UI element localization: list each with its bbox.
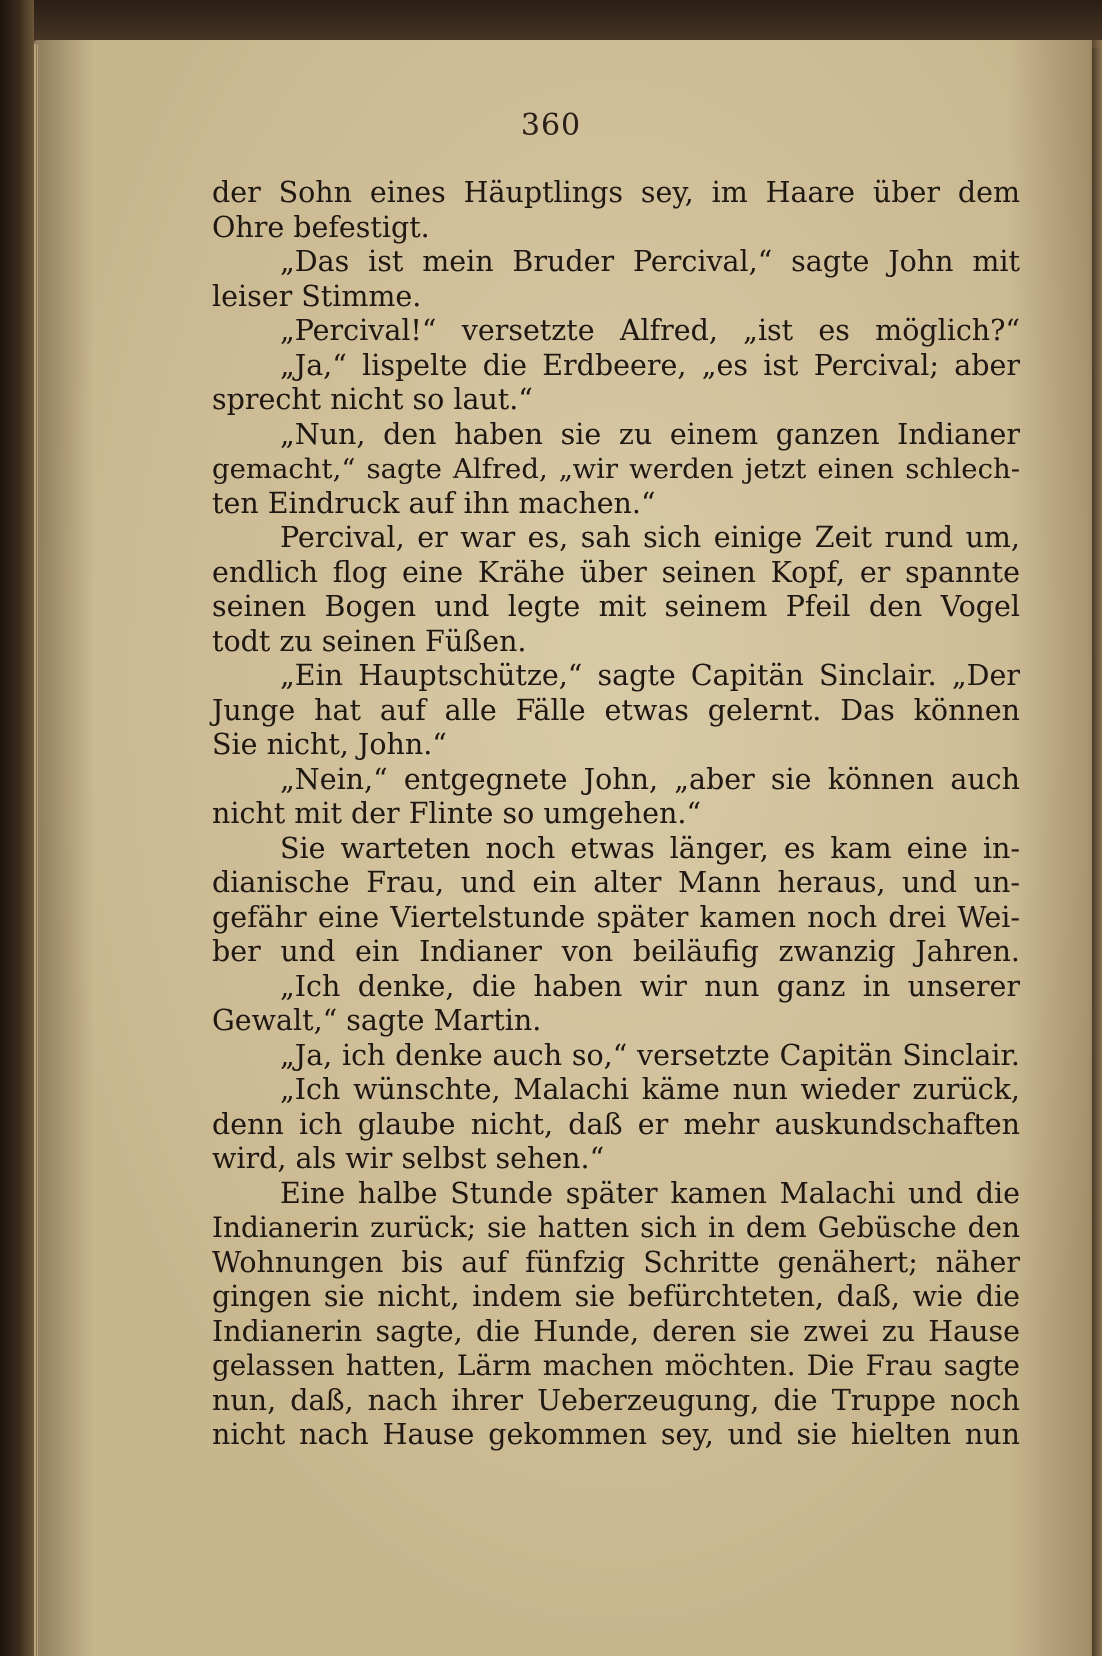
text-line: Indianerin sagte, die Hunde, deren sie zwei zu Hause: [212, 1314, 1020, 1348]
text-line: Ohre befestigt.: [212, 210, 430, 244]
text-line: sprecht nicht so laut.“: [212, 383, 533, 416]
text-line: „Ich denke, die haben wir nun ganz in unserer: [280, 969, 1020, 1003]
text-line: nun, daß, nach ihrer Ueberzeugung, die Truppe noch: [212, 1383, 1020, 1417]
text-line: „Ja, ich denke auch so,“ versetzte Capitän Sinclair.: [280, 1038, 1020, 1072]
text-line: Gewalt,“ sagte Martin.: [212, 1004, 542, 1037]
text-line: Sie warteten noch etwas länger, es kam eine in-: [280, 831, 1020, 865]
text-line: „Ich wünschte, Malachi käme nun wieder zurück,: [280, 1073, 1020, 1106]
text-line: der Sohn eines Häuptlings sey, im Haare über dem: [212, 176, 1020, 209]
text-line: gingen sie nicht, indem sie befürchteten, daß, wie die: [212, 1280, 1020, 1313]
text-line: gefähr eine Viertelstunde später kamen noch drei Wei-: [212, 900, 1020, 934]
page-number: 360: [520, 108, 582, 143]
text-line: leiser Stimme.: [212, 279, 422, 313]
text-line: denn ich glaube nicht, daß er mehr auskundschaften: [212, 1107, 1020, 1141]
text-line: ten Eindruck auf ihn machen.“: [212, 486, 656, 520]
text-line: „Das ist mein Bruder Percival,“ sagte John mit: [280, 245, 1020, 278]
text-line: „Ja,“ lispelte die Erdbeere, „es ist Percival; aber: [280, 348, 1020, 382]
text-line: wird, als wir selbst sehen.“: [212, 1142, 605, 1175]
text-line: todt zu seinen Füßen.: [212, 624, 527, 658]
text-line: seinen Bogen und legte mit seinem Pfeil den Vogel: [212, 590, 1020, 623]
text-line: dianische Frau, und ein alter Mann heraus, und un-: [212, 866, 1020, 899]
text-line: Eine halbe Stunde später kamen Malachi und die: [280, 1176, 1020, 1210]
text-line: „Nun, den haben sie zu einem ganzen Indianer: [280, 417, 1020, 451]
text-line: gelassen hatten, Lärm machen möchten. Die Frau sagte: [212, 1349, 1020, 1382]
text-line: Sie nicht, John.“: [212, 728, 447, 761]
text-line: „Ein Hauptschütze,“ sagte Capitän Sinclair. „Der: [280, 659, 1020, 692]
text-line: endlich flog eine Krähe über seinen Kopf, er spannte: [212, 555, 1020, 589]
text-line: ber und ein Indianer von beiläufig zwanzig Jahren.: [212, 935, 1020, 968]
text-line: „Percival!“ versetzte Alfred, „ist es möglich?“: [280, 314, 1020, 347]
text-line: Percival, er war es, sah sich einige Zeit rund um,: [280, 521, 1020, 554]
text-line: Wohnungen bis auf fünfzig Schritte genähert; näher: [212, 1245, 1020, 1279]
text-line: gemacht,“ sagte Alfred, „wir werden jetzt einen schlech-: [212, 453, 1020, 485]
text-line: nicht mit der Flinte so umgehen.“: [212, 797, 702, 830]
text-line: „Nein,“ entgegnete John, „aber sie können auch: [280, 762, 1020, 796]
body-text: [212, 176, 1020, 1453]
text-line: nicht nach Hause gekommen sey, und sie hielten nun: [212, 1418, 1020, 1451]
text-line: Indianerin zurück; sie hatten sich in dem Gebüsche den: [212, 1211, 1020, 1244]
book-spine: [0, 0, 34, 1656]
text-line: Junge hat auf alle Fälle etwas gelernt. Das können: [212, 693, 1020, 727]
page-right-edge: [1088, 40, 1102, 1656]
